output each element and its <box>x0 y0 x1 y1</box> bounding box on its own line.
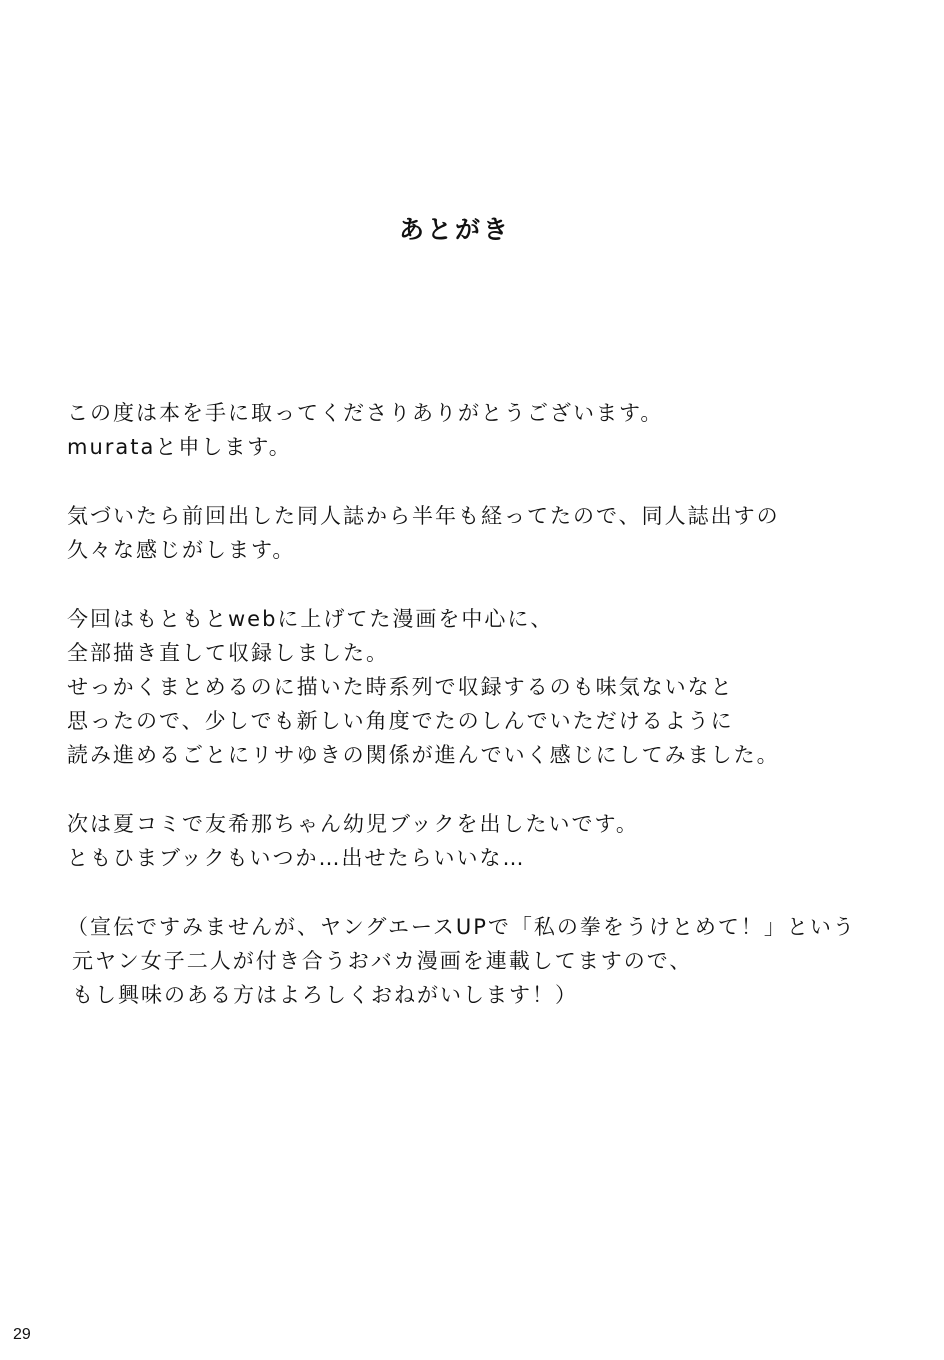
text-line: （宣伝ですみませんが、ヤングエースUPで「私の拳をうけとめて！」という <box>67 915 856 939</box>
text-line: 久々な感じがします。 <box>67 538 296 562</box>
text-line: 気づいたら前回出した同人誌から半年も経ってたので、同人誌出すの <box>67 504 780 528</box>
text-line: 元ヤン女子二人が付き合うおバカ漫画を連載してますので、 <box>72 949 693 973</box>
page-title: あとがき <box>398 215 511 244</box>
text-line: もし興味のある方はよろしくおねがいします！） <box>72 983 578 1007</box>
text-line: せっかくまとめるのに描いた時系列で収録するのも味気ないなと <box>67 675 734 699</box>
text-line: 読み進めるごとにリサゆきの関係が進んでいく感じにしてみました。 <box>67 743 780 767</box>
text-line: 思ったので、少しでも新しい角度でたのしんでいただけるように <box>67 709 734 733</box>
text-line: この度は本を手に取ってくださりありがとうございます。 <box>67 401 664 425</box>
text-line: 次は夏コミで友希那ちゃん幼児ブックを出したいです。 <box>67 812 639 836</box>
text-line: ともひまブックもいつか…出せたらいいな… <box>67 846 526 870</box>
text-line: 全部描き直して収録しました。 <box>67 641 389 665</box>
text-line: murataと申します。 <box>67 435 292 459</box>
text-line: 今回はもともとwebに上げてた漫画を中心に、 <box>67 607 554 631</box>
page-number: 29 <box>13 1326 31 1343</box>
